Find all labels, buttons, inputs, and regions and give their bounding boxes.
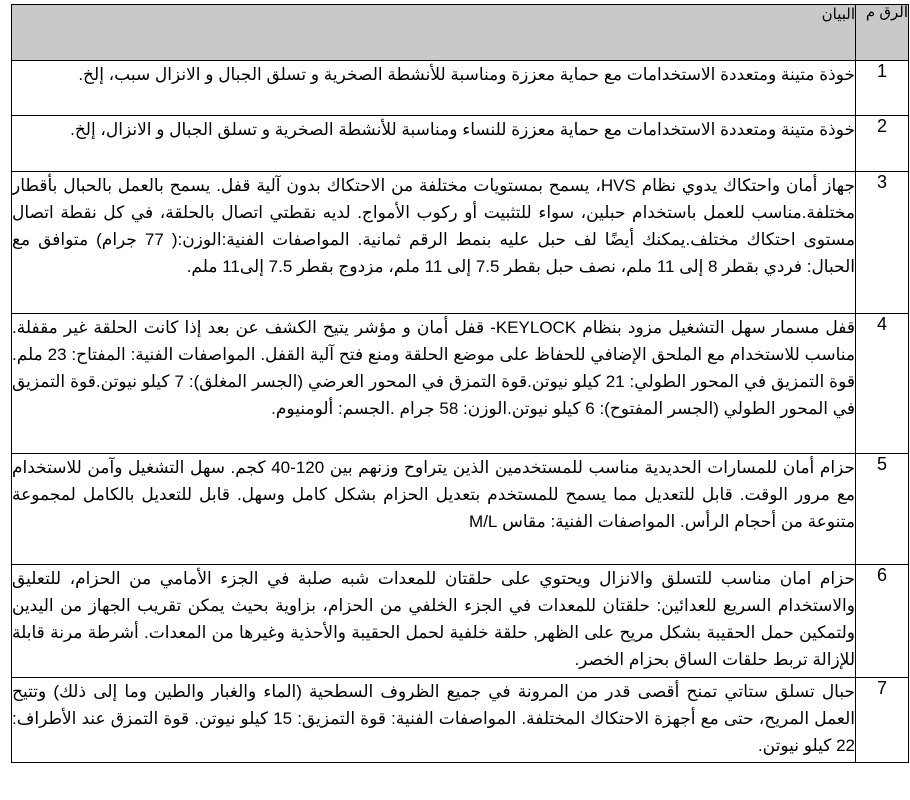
row-number: 1 [856,61,909,116]
table-row [12,314,909,454]
description-text: حزام أمان للمسارات الحديدية مناسب للمستخدمين الذين يتراوح وزنهم بين 120-40 كجم. سهل التشغيل وآمن للاستخدام مع مرور الوقت. قابل للتعديل مما يسمح للمستخدم بتعديل الحزام بشكل كامل وسهل. قابل للتعديل بالكامل لمجموعة متنوعة من أحجام الرأس. [12,458,855,531]
row-description [12,565,856,678]
row-description [12,314,856,454]
description-column-header: البيان [12,5,856,61]
technical-specs-text: المواصفات الفنية: مقاس M/L [469,512,676,531]
description-text: قفل مسمار سهل التشغيل مزود بنظام KEYLOCK- قفل أمان و مؤشر يتيح الكشف عن بعد إذا كانت الحلقة غير مقفلة. مناسب للاستخدام مع الملحق الإضافي للحفاظ على موضع الحلقة ومنع فتح آلية القفل. [12,318,855,364]
table-row [12,61,909,116]
row-description [12,454,856,565]
technical-specs-text: المواصفات الفنية: قوة التمزيق: 15 كيلو نيوتن. قوة التمزق عند الأطراف: 22 كيلو نيوتن. [12,709,855,755]
description-text: جهاز أمان واحتكاك يدوي نظام HVS، يسمح بمستويات مختلفة من الاحتكاك بدون آلية قفل. يسمح بالعمل بالحبال بأقطار مختلفة.مناسب للعمل باستخدام حبلين، سواء للتثبيت أو ركوب الأمواج. لديه نقطتي اتصال بالحلقة، في كل نقطة اتصال مستوى احتكاك مختلف.يمكنك أيضًا لف حبل عليه بنمط الرقم ثمانية. [12,176,855,249]
number-column-header: الرق م [856,5,909,61]
technical-specs-text: المواصفات الفنية:الوزن:( 77 جرام) متوافق مع الحبال: فردي بقطر 8 إلى 11 ملم، نصف حبل بقطر 7.5 إلى 11 ملم، مزدوج بقطر 7.5 إلى11 ملم. [12,230,855,276]
row-description [12,116,856,172]
technical-specs-text: المواصفات الفنية: المفتاح: 23 ملم. قوة التمزيق في المحور الطولي: 21 كيلو نيوتن.قوة التمزق في المحور العرضي (الجسر المغلق): 7 كيلو نيوتن.قوة التمزيق في المحور الطولي (الجسر المفتوح): 6 كيلو نيوتن.الوزن: 58 جرام .الجسم: ألومنيوم. [12,345,856,418]
row-number: 3 [856,172,909,314]
row-description [12,172,856,314]
table-header-row [12,5,909,61]
table-row [12,172,909,314]
table-row [12,116,909,172]
row-number: 6 [856,565,909,678]
table-row [12,678,909,763]
row-description [12,678,856,763]
description-text: حبال تسلق ستاتي تمنح أقصى قدر من المرونة في جميع الظروف السطحية (الماء والغبار والطين وما إلى ذلك) وتتيح العمل المريح، حتى مع أجهزة الاحتكاك المختلفة. [12,682,855,728]
table-row [12,565,909,678]
description-text: خوذة متينة ومتعددة الاستخدامات مع حماية معززة للنساء ومناسبة للأنشطة الصخرية و تسلق الجبال و الانزال، إلخ. [70,120,855,139]
row-number: 2 [856,116,909,172]
description-text: حزام امان مناسب للتسلق والانزال ويحتوي على حلقتان للمعدات شبه صلبة في الجزء الأمامي من الحزام، للتعليق والاستخدام السريع للعدائين: حلقتان للمعدات في الجزء الخلفي من الحزام، بزاوية بحيث يمكن تقريب الجهاز من اليدين ولتمكين حمل الحقيبة بشكل مريح على الظهر, حلقة خلفية لحمل الحقيبة والأحذية وغيرها من المعدات. أشرطة مرنة قابلة للإزالة تربط حلقات الساق بحزام الخصر. [12,569,855,669]
row-number: 7 [856,678,909,763]
row-number: 5 [856,454,909,565]
equipment-spec-table [11,4,909,763]
row-number: 4 [856,314,909,454]
table-row [12,454,909,565]
row-description [12,61,856,116]
description-text: خوذة متينة ومتعددة الاستخدامات مع حماية معززة ومناسبة للأنشطة الصخرية و تسلق الجبال و الانزال سبب، إلخ. [78,65,855,84]
